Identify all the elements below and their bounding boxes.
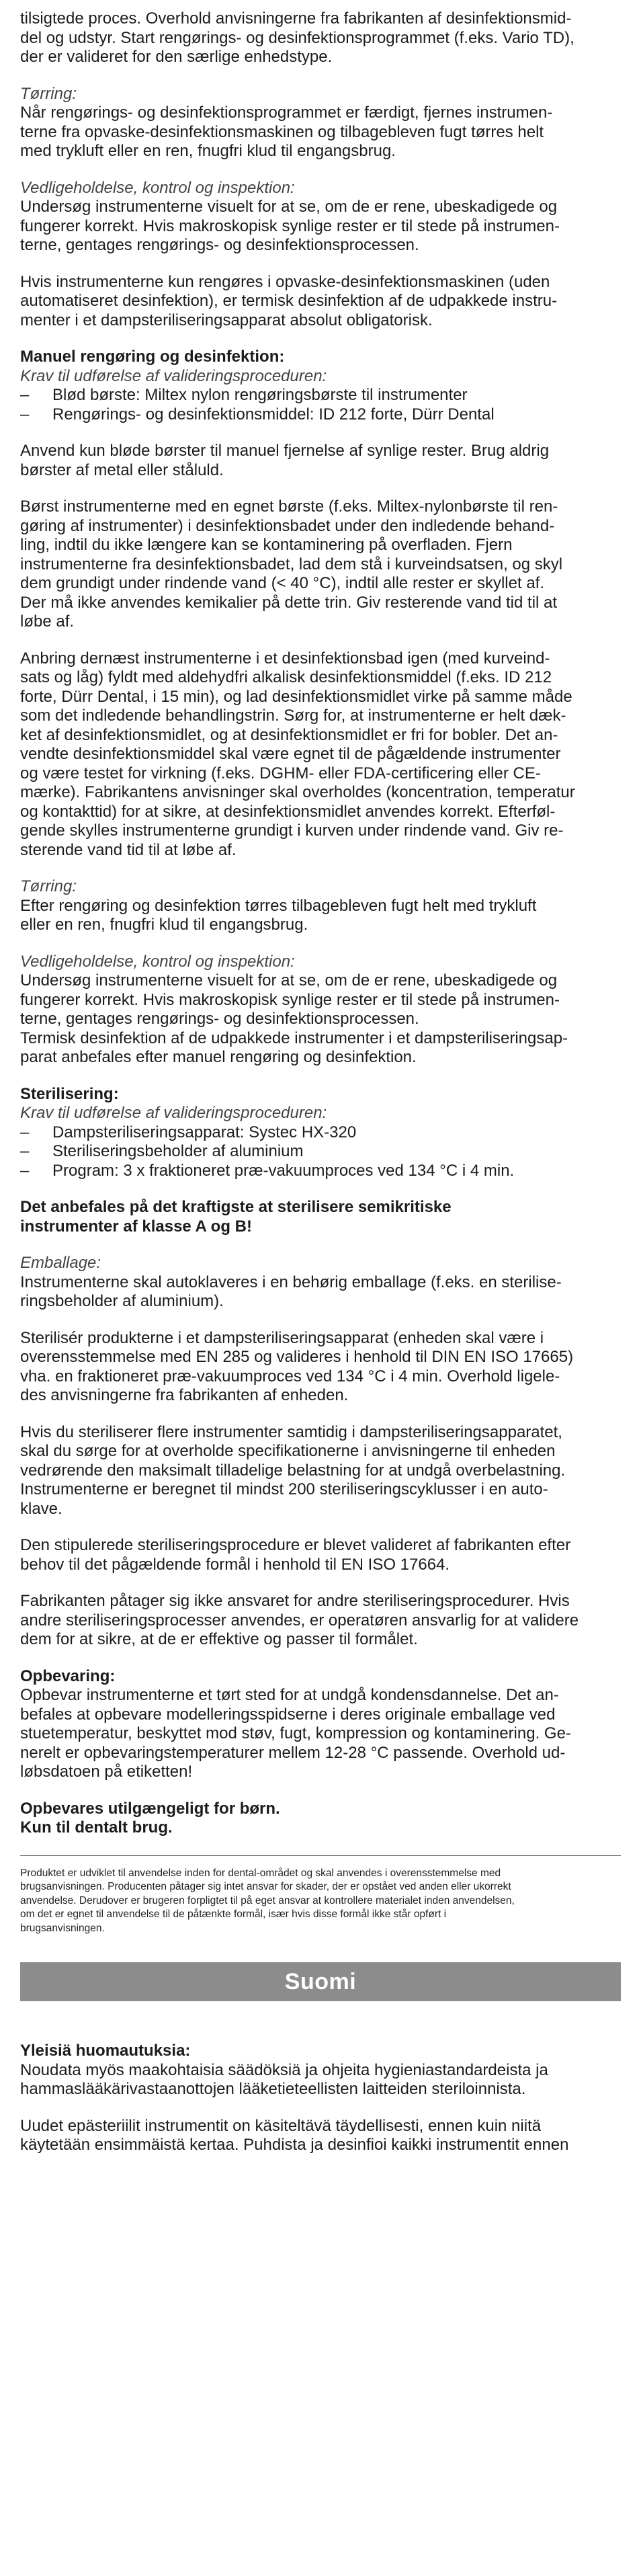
fi-general-section — [20, 2042, 621, 2099]
maintenance-section — [20, 179, 621, 255]
text-line: dem for at sikre, at de er effektive og passer til formålet. — [20, 1630, 418, 1648]
text-line: Efter rengøring og desinfektion tørres tilbagebleven fugt helt med trykluft — [20, 896, 537, 915]
text-line: instrumenter af klasse A og B! — [20, 1217, 252, 1236]
text-line: anvendelse. Derudover er brugeren forpligtet til på eget ansvar at kontrollere materialet inden anvendelsen, — [20, 1894, 515, 1906]
maintenance-section — [20, 953, 621, 1068]
text-line: Noudata myös maakohtaisia säädöksiä ja ohjeita hygieniastandardeista ja — [20, 2060, 548, 2079]
text-line: vendte desinfektionsmiddel skal være egnet til de pågældende instrumenter — [20, 745, 561, 763]
text-line: terne fra opvaske-desinfektionsmaskinen og tilbagebleven fugt tørres helt — [20, 122, 544, 141]
text-line: Undersøg instrumenterne visuelt for at se, om de er rene, ubeskadigede og — [20, 971, 558, 990]
soft-brush-paragraph — [20, 442, 621, 480]
text-line: sats og låg) fyldt med aldehydfri alkalisk desinfektionsmiddel (f.eks. ID 212 — [20, 668, 552, 686]
list-item-text: Rengørings- og desinfektionsmiddel: ID 212 forte, Dürr Dental — [52, 405, 495, 424]
disinfection-bath-paragraph — [20, 649, 621, 860]
section-heading: Vedligeholdelse, kontrol og inspektion: — [20, 952, 295, 971]
multiple-instruments-paragraph — [20, 1423, 621, 1519]
text-line: Sterilisér produkterne i et dampsteriliseringsapparat (enheden skal være i — [20, 1328, 544, 1347]
bullet-dash: – — [20, 386, 30, 404]
brushing-paragraph — [20, 497, 621, 632]
recommendation-callout — [20, 1198, 621, 1236]
bullet-dash: – — [20, 1123, 30, 1141]
text-line: fungerer korrekt. Hvis makroskopisk synlige rester er til stede på instrumen- — [20, 216, 560, 235]
text-line: børster af metal eller ståluld. — [20, 460, 224, 479]
text-line: Opbevares utilgængeligt for børn. — [20, 1799, 280, 1818]
legal-disclaimer — [20, 1867, 621, 1936]
text-line: menter i et dampsteriliseringsapparat absolut obligatorisk. — [20, 311, 433, 329]
text-line: andre steriliseringsprocesser anvendes, er operatøren ansvarlig for at validere — [20, 1611, 579, 1629]
machine-only-paragraph — [20, 273, 621, 331]
text-line: Instrumenterne skal autoklaveres i en behørig emballage (f.eks. en sterilise- — [20, 1273, 562, 1291]
validated-paragraph — [20, 1536, 621, 1574]
fi-new-instruments-paragraph — [20, 2117, 621, 2155]
text-line: parat anbefales efter manuel rengøring og desinfektion. — [20, 1048, 417, 1066]
text-line: stuetemperatur, beskyttet mod støv, fugt, kompression og kontaminering. Ge- — [20, 1724, 571, 1742]
text-line: ringsbeholder af aluminium). — [20, 1292, 224, 1310]
list-item — [20, 1142, 621, 1162]
intro-paragraph — [20, 9, 621, 67]
drying-section — [20, 877, 621, 935]
text-line: fungerer korrekt. Hvis makroskopisk synlige rester er til stede på instrumen- — [20, 990, 560, 1009]
sterilize-products-paragraph — [20, 1329, 621, 1406]
sterilization-section — [20, 1085, 621, 1181]
text-line: tilsigtede proces. Overhold anvisningerne fra fabrikanten af desinfektionsmid- — [20, 9, 572, 28]
text-line: Produktet er udviklet til anvendelse inden for dental-området og skal anvendes i overensstemmelse med — [20, 1867, 501, 1879]
text-line: overensstemmelse med EN 285 og valideres i henhold til DIN EN ISO 17665) — [20, 1348, 574, 1366]
section-heading: Emballage: — [20, 1254, 101, 1272]
section-heading: Manuel rengøring og desinfektion: — [20, 348, 285, 366]
text-line: Fabrikanten påtager sig ikke ansvaret for andre steriliseringsprocedurer. Hvis — [20, 1592, 570, 1610]
text-line: Anvend kun bløde børster til manuel fjernelse af synlige rester. Brug aldrig — [20, 442, 550, 460]
text-line: befales at opbevare modelleringsspidserne i deres originale emballage ved — [20, 1705, 556, 1724]
text-line: Termisk desinfektion af de udpakkede instrumenter i et dampsteriliseringsap- — [20, 1029, 568, 1047]
list-item — [20, 1123, 621, 1143]
section-heading: Tørring: — [20, 84, 77, 103]
text-line: vha. en fraktioneret præ-vakuumproces ved 134 °C i 4 min. Overhold ligele- — [20, 1367, 560, 1385]
text-line: instrumenterne fra desinfektionsbadet, lad dem stå i kurveindsatsen, og skyl — [20, 555, 563, 573]
section-heading: Tørring: — [20, 877, 77, 895]
list-item-text: Dampsteriliseringsapparat: Systec HX-320 — [52, 1123, 357, 1141]
section-heading: Opbevaring: — [20, 1666, 116, 1685]
text-line: gende skylles instrumenterne grundigt i kurven under rindende vand. Giv re- — [20, 821, 564, 840]
text-line: hammaslääkärivastaanottojen lääketieteellisten laitteiden steriloinnista. — [20, 2080, 526, 2098]
section-heading: Yleisiä huomautuksia: — [20, 2042, 191, 2060]
text-line: løbsdatoen på etiketten! — [20, 1763, 193, 1781]
text-line: og kontakttid) for at sikre, at desinfektionsmidlet anvendes korrekt. Efterføl- — [20, 802, 556, 821]
manual-cleaning-section — [20, 348, 621, 424]
divider — [20, 1855, 621, 1856]
text-line: Børst instrumenterne med en egnet børste (f.eks. Miltex-nylonbørste til ren- — [20, 497, 558, 516]
text-line: Undersøg instrumenterne visuelt for at se, om de er rene, ubeskadigede og — [20, 198, 558, 216]
drying-section — [20, 85, 621, 161]
section-title: Suomi — [284, 1968, 357, 1995]
liability-paragraph — [20, 1592, 621, 1650]
text-line: som det indledende behandlingstrin. Sørg for, at instrumenterne er helt dæk- — [20, 707, 566, 725]
text-line: Den stipulerede steriliseringsprocedure er blevet valideret af fabrikanten efter — [20, 1536, 571, 1554]
text-line: del og udstyr. Start rengørings- og desinfektionsprogrammet (f.eks. Vario TD), — [20, 28, 574, 47]
text-line: mærke). Fabrikantens anvisninger skal overholdes (koncentration, temperatur — [20, 783, 575, 801]
storage-section — [20, 1667, 621, 1782]
text-line: ling, indtil du ikke længere kan se kontaminering på overfladen. Fjern — [20, 536, 513, 554]
text-line: med trykluft eller en ren, fnugfri klud til engangsbrug. — [20, 142, 396, 160]
text-line: nerelt er opbevaringstemperaturer mellem 12-28 °C passende. Overhold ud- — [20, 1743, 566, 1762]
text-line: Uudet epästeriilit instrumentit on käsiteltävä täydellisesti, ennen kuin niitä — [20, 2116, 542, 2135]
text-line: ket af desinfektionsmidlet, og at desinfektionsmidlet er fri for bobler. Det an- — [20, 725, 558, 744]
text-line: der er valideret for den særlige enhedstype. — [20, 48, 333, 66]
section-subheading: Krav til udførelse af valideringsproceduren: — [20, 366, 327, 385]
text-line: Instrumenterne er beregnet til mindst 200 steriliseringscyklusser i en auto- — [20, 1480, 548, 1498]
text-line: og være testet for virkning (f.eks. DGHM- eller FDA-certificering eller CE- — [20, 764, 541, 782]
text-line: automatiseret desinfektion), er termisk desinfektion af de udpakkede instru- — [20, 292, 558, 310]
text-line: terne, gentages rengørings- og desinfektionsprocessen. — [20, 1010, 419, 1028]
list-item-text: Steriliseringsbeholder af aluminium — [52, 1142, 304, 1160]
text-line: sterende vand tid til at løbe af. — [20, 840, 237, 859]
list-item — [20, 1162, 621, 1181]
section-heading: Vedligeholdelse, kontrol og inspektion: — [20, 178, 295, 197]
list-item-text: Blød børste: Miltex nylon rengøringsbørste til instrumenter — [52, 386, 468, 404]
text-line: des anvisningerne fra fabrikanten af enheden. — [20, 1386, 349, 1404]
text-line: Hvis du steriliserer flere instrumenter samtidig i dampsteriliseringsapparatet, — [20, 1422, 562, 1441]
children-warning — [20, 1800, 621, 1838]
bullet-dash: – — [20, 1142, 30, 1160]
text-line: vedrørende den maksimalt tilladelige belastning for at undgå overbelastning. — [20, 1461, 566, 1480]
text-line: Hvis instrumenterne kun rengøres i opvaske-desinfektionsmaskinen (uden — [20, 272, 550, 291]
text-line: Opbevar instrumenterne et tørt sted for at undgå kondensdannelse. Det an- — [20, 1686, 559, 1704]
list-item — [20, 405, 621, 425]
text-line: brugsanvisningen. Producenten påtager sig intet ansvar for skader, der er opstået ved anden eller ukorrekt — [20, 1881, 511, 1892]
text-line: Der må ikke anvendes kemikalier på dette trin. Giv resterende vand tid til at — [20, 593, 558, 612]
text-line: behov til det pågældende formål i henhold til EN ISO 17664. — [20, 1555, 450, 1574]
text-line: Når rengørings- og desinfektionsprogrammet er færdigt, fjernes instrumen- — [20, 104, 553, 122]
text-line: Det anbefales på det kraftigste at sterilisere semikritiske — [20, 1198, 452, 1216]
packaging-section — [20, 1254, 621, 1312]
text-line: om det er egnet til anvendelse til de påtænkte formål, især hvis disse formål ikke står opført i — [20, 1908, 447, 1920]
section-heading: Sterilisering: — [20, 1084, 119, 1103]
text-line: Kun til dentalt brug. — [20, 1818, 173, 1837]
list-item — [20, 386, 621, 405]
text-line: terne, gentages rengørings- og desinfektionsprocessen. — [20, 236, 419, 254]
text-line: dem grundigt under rindende vand (< 40 °C), indtil alle rester er skyllet af. — [20, 574, 544, 592]
list-item-text: Program: 3 x fraktioneret præ-vakuumproces ved 134 °C i 4 min. — [52, 1161, 515, 1180]
text-line: käytetään ensimmäistä kertaa. Puhdista ja desinfioi kaikki instrumentit ennen — [20, 2136, 569, 2154]
section-subheading: Krav til udførelse af valideringsproceduren: — [20, 1104, 327, 1122]
text-line: Anbring dernæst instrumenterne i et desinfektionsbad igen (med kurveind- — [20, 649, 550, 668]
text-line: brugsanvisningen. — [20, 1922, 105, 1934]
language-section-header — [20, 1962, 621, 2001]
text-line: eller en ren, fnugfri klud til engangsbrug. — [20, 916, 308, 934]
text-line: løbe af. — [20, 612, 75, 631]
bullet-dash: – — [20, 1161, 30, 1180]
text-line: gøring af instrumenter) i desinfektionsbadet under den indledende behand- — [20, 516, 555, 535]
text-line: skal du sørge for at overholde specifikationerne i anvisningerne til enheden — [20, 1442, 556, 1460]
bullet-dash: – — [20, 405, 30, 424]
text-line: forte, Dürr Dental, i 15 min), og lad desinfektionsmidlet virke på samme måde — [20, 687, 572, 706]
text-line: klave. — [20, 1499, 62, 1518]
